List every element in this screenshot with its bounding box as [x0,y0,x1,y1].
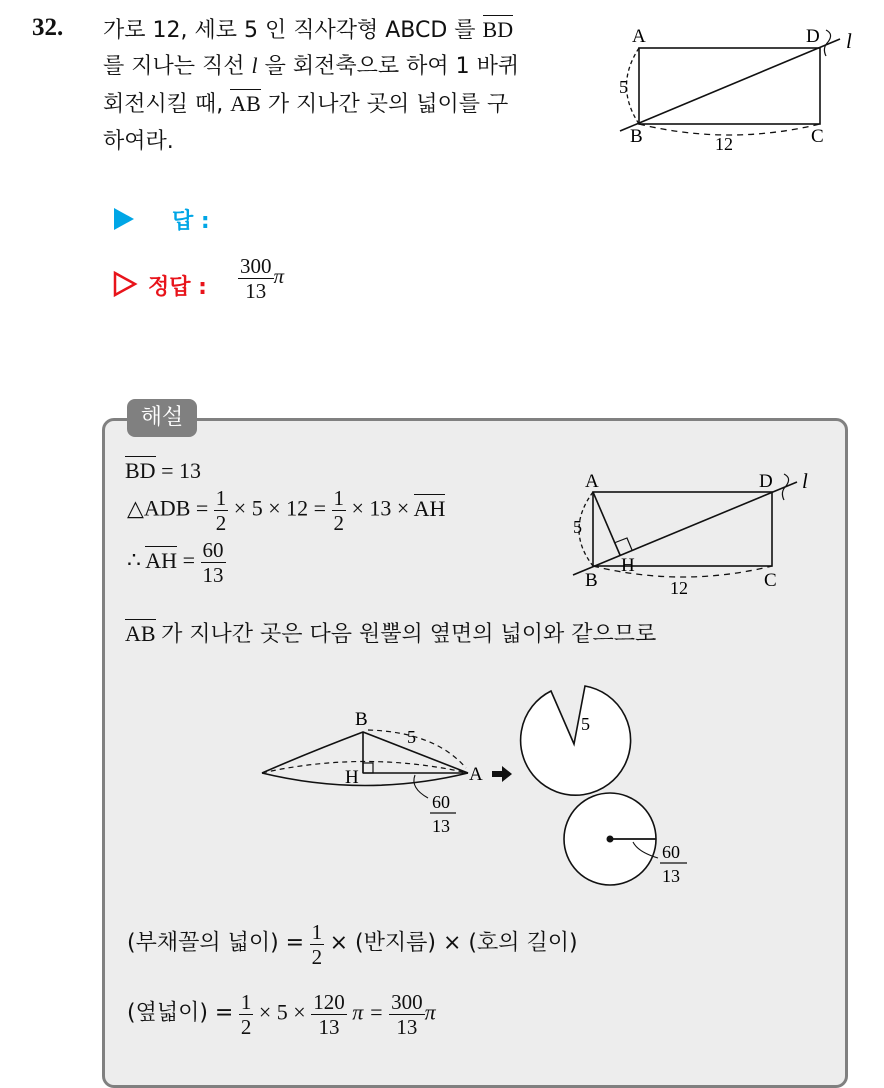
solution-line-3 [127,538,226,587]
label-l: l [802,469,808,493]
circle-radius-numerator: 60 [662,842,680,862]
solution-text: π = [352,999,384,1025]
solution-text: × 5 × [258,999,306,1025]
denominator: 2 [240,1015,252,1039]
correct-answer-value [238,254,284,303]
segment-bd: BD [125,458,156,483]
label-side: 5 [619,77,628,97]
denominator: 13 [396,1015,418,1039]
answer-denominator: 13 [245,279,267,303]
solution-text: (부채꼴의 넓이) = [127,930,305,956]
solution-text: × 5 × 12 = [233,495,327,521]
problem-text: 회전시킬 때, [103,92,224,117]
arrow-right-icon [492,766,512,782]
label-h: H [621,555,635,576]
fraction [332,486,347,535]
problem-text: 가 지나간 곳의 넓이를 구 [267,92,509,117]
answer-label: 답 : [172,209,210,234]
rectangle-figure [612,18,868,158]
label-b: B [585,570,598,591]
pi-symbol: π [424,999,436,1025]
answer-pi: π [273,264,285,288]
problem-line-2 [103,48,519,85]
problem-number: 32. [32,14,64,41]
denominator: 13 [318,1015,340,1039]
segment-ah: AH [145,547,178,573]
solution-text: × (반지름) × (호의 길이) [329,930,578,956]
answer-fraction [238,254,274,303]
solution-text: = [182,547,195,573]
solution-line-5 [127,920,578,969]
label-a: A [632,26,646,47]
numerator: 1 [215,486,227,510]
fraction [239,990,254,1039]
label-base: 12 [670,578,688,598]
segment-ah: AH [413,495,446,521]
numerator: 1 [240,990,252,1014]
fraction [214,486,229,535]
label-b: B [630,126,643,147]
problem-line-3 [103,86,508,123]
numerator: 300 [391,990,423,1014]
label-slant: 5 [407,727,416,747]
correct-answer-arrow-icon [112,270,138,298]
radius-denominator: 13 [432,816,450,836]
right-angle-mark [363,763,373,773]
correct-answer-label: 정답 : [148,275,207,300]
label-l: l [846,29,852,53]
answer-arrow-icon [112,206,134,232]
label-base: 12 [715,134,733,154]
solution-line-2 [127,486,445,535]
answer-numerator: 300 [240,254,272,278]
solution-text: (옆넓이) = [127,1000,234,1026]
numerator: 1 [333,486,345,510]
axis-line [573,482,797,575]
fraction [201,538,226,587]
numerator: 60 [202,538,224,562]
problem-line-4: 하여라. [103,129,174,154]
numerator: 120 [313,990,345,1014]
denominator: 2 [311,945,323,969]
solution-text: △ADB = [127,495,209,521]
label-a: A [585,471,599,492]
label-a: A [469,764,483,785]
rectangle-height-figure [565,462,825,602]
rotation-arc [627,48,640,124]
fraction [389,990,425,1039]
sector-radius-label: 5 [581,714,590,734]
label-b: B [355,709,368,730]
solution-text: 가 지나간 곳은 다음 원뿔의 옆면의 넓이와 같으므로 [161,622,657,647]
circle-radius-denominator: 13 [662,866,680,886]
problem-text: 를 지나는 직선 [103,54,245,79]
problem-text: 을 회전축으로 하여 1 바퀴 [264,54,520,79]
segment-ab: AB [125,621,156,646]
solution-line-1 [125,458,201,484]
fraction [311,990,347,1039]
center-dot [607,836,614,843]
solution-text: = 13 [161,458,201,483]
height-ah [593,492,620,555]
fraction [310,920,325,969]
problem-text: 가로 12, 세로 5 인 직사각형 ABCD 를 [103,18,476,43]
label-side: 5 [573,517,582,537]
label-d: D [806,26,820,47]
numerator: 1 [311,920,323,944]
radius-numerator: 60 [432,792,450,812]
line-l: l [251,53,258,78]
solution-line-4 [125,617,656,648]
denominator: 2 [333,511,345,535]
label-c: C [764,570,777,591]
cone-base-front [262,773,468,786]
segment-bd: BD [482,17,514,42]
axis-line [620,39,840,131]
label-d: D [759,471,773,492]
segment-ab: AB [230,91,261,116]
therefore-symbol: ∴ [127,547,141,573]
label-h: H [345,767,359,788]
denominator: 13 [202,563,224,587]
sector [521,686,631,795]
denominator: 2 [215,511,227,535]
radius-pointer [414,775,428,798]
problem-line-1 [103,12,513,49]
solution-text: × 13 × [351,495,410,521]
label-c: C [811,126,824,147]
base-arc [593,566,772,577]
solution-tag: 해설 [127,399,197,437]
cone-development-figure [250,680,710,890]
solution-line-6 [127,990,436,1039]
